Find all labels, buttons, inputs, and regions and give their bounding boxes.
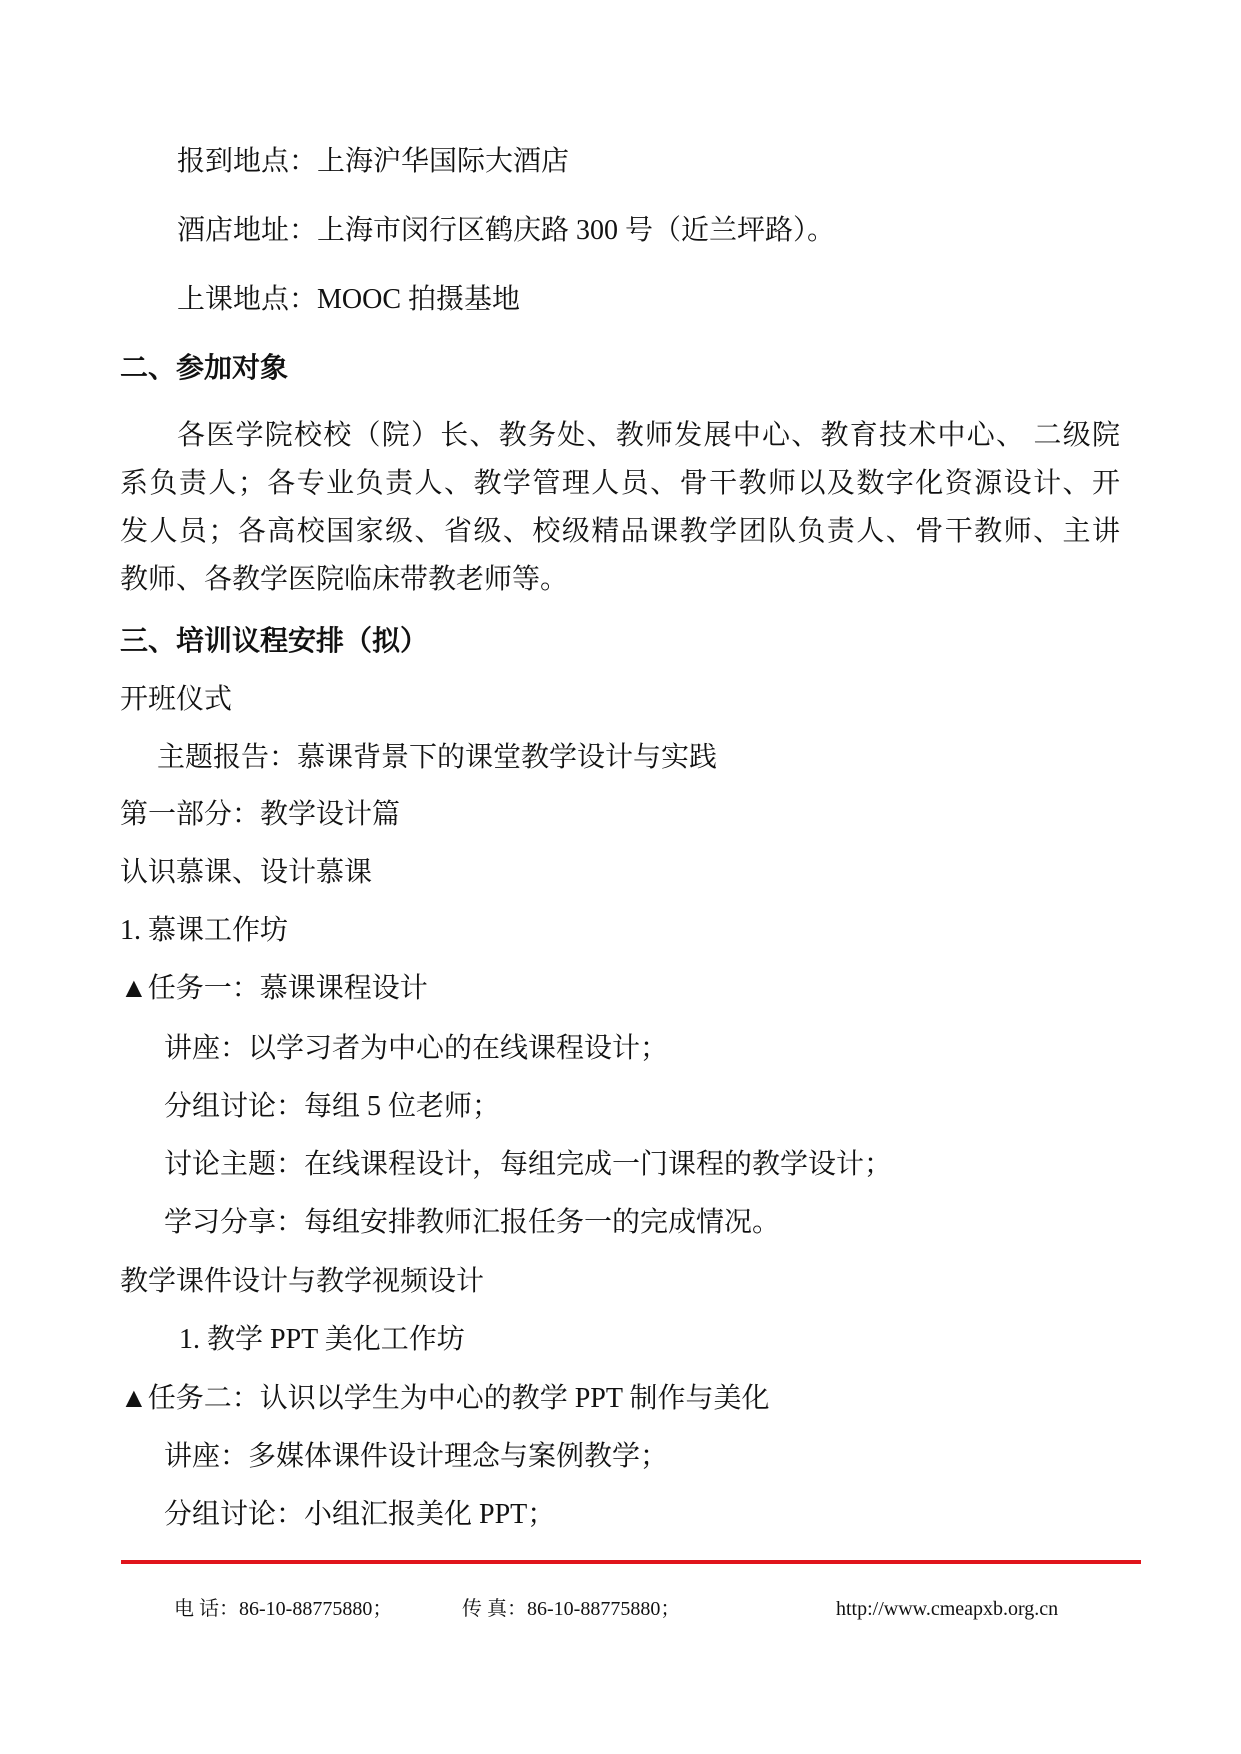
agenda-item: 讨论主题：在线课程设计，每组完成一门课程的教学设计； xyxy=(164,1149,893,1180)
checkin-location: 报到地点：上海沪华国际大酒店 xyxy=(177,146,570,177)
section2-heading: 二、参加对象 xyxy=(120,353,289,384)
agenda-item: 分组讨论：小组汇报美化 PPT； xyxy=(164,1499,556,1530)
section3-heading: 三、培训议程安排（拟） xyxy=(120,626,429,657)
hotel-address: 酒店地址：上海市闵行区鹤庆路 300 号（近兰坪路）。 xyxy=(177,215,836,246)
agenda-item: 1. 教学 PPT 美化工作坊 xyxy=(179,1324,465,1355)
agenda-item: 1. 慕课工作坊 xyxy=(120,915,289,946)
footer-divider xyxy=(121,1560,1141,1564)
agenda-item: 讲座：以学习者为中心的在线课程设计； xyxy=(164,1033,669,1064)
agenda-item: 讲座：多媒体课件设计理念与案例教学； xyxy=(164,1441,669,1472)
agenda-item: ▲任务一：慕课课程设计 xyxy=(120,973,428,1004)
agenda-item: 主题报告：慕课背景下的课堂教学设计与实践 xyxy=(157,742,718,773)
agenda-item: 教学课件设计与教学视频设计 xyxy=(120,1266,485,1297)
agenda-item: 认识慕课、设计慕课 xyxy=(120,857,373,888)
footer-fax: 传 真：86-10-88775880； xyxy=(462,1598,681,1620)
footer-url[interactable]: http://www.cmeapxb.org.cn xyxy=(836,1598,1059,1620)
paragraph-line: 教师、各教学医院临床带教老师等。 xyxy=(120,564,569,595)
footer-phone: 电 话：86-10-88775880； xyxy=(174,1598,393,1620)
agenda-item: 第一部分：教学设计篇 xyxy=(120,799,401,830)
agenda-item: ▲任务二：认识以学生为中心的教学 PPT 制作与美化 xyxy=(120,1383,770,1414)
agenda-item: 分组讨论：每组 5 位老师； xyxy=(164,1091,501,1122)
paragraph-line: 发人员；各高校国家级、省级、校级精品课教学团队负责人、骨干教师、主讲 xyxy=(120,516,1120,547)
agenda-item: 开班仪式 xyxy=(120,684,233,715)
paragraph-line: 系负责人；各专业负责人、教学管理人员、骨干教师以及数字化资源设计、开 xyxy=(120,468,1120,499)
class-location: 上课地点：MOOC 拍摄基地 xyxy=(177,284,521,315)
paragraph-line: 各医学院校校（院）长、教务处、教师发展中心、教育技术中心、 二级院 xyxy=(177,420,1120,451)
agenda-item: 学习分享：每组安排教师汇报任务一的完成情况。 xyxy=(164,1207,781,1238)
